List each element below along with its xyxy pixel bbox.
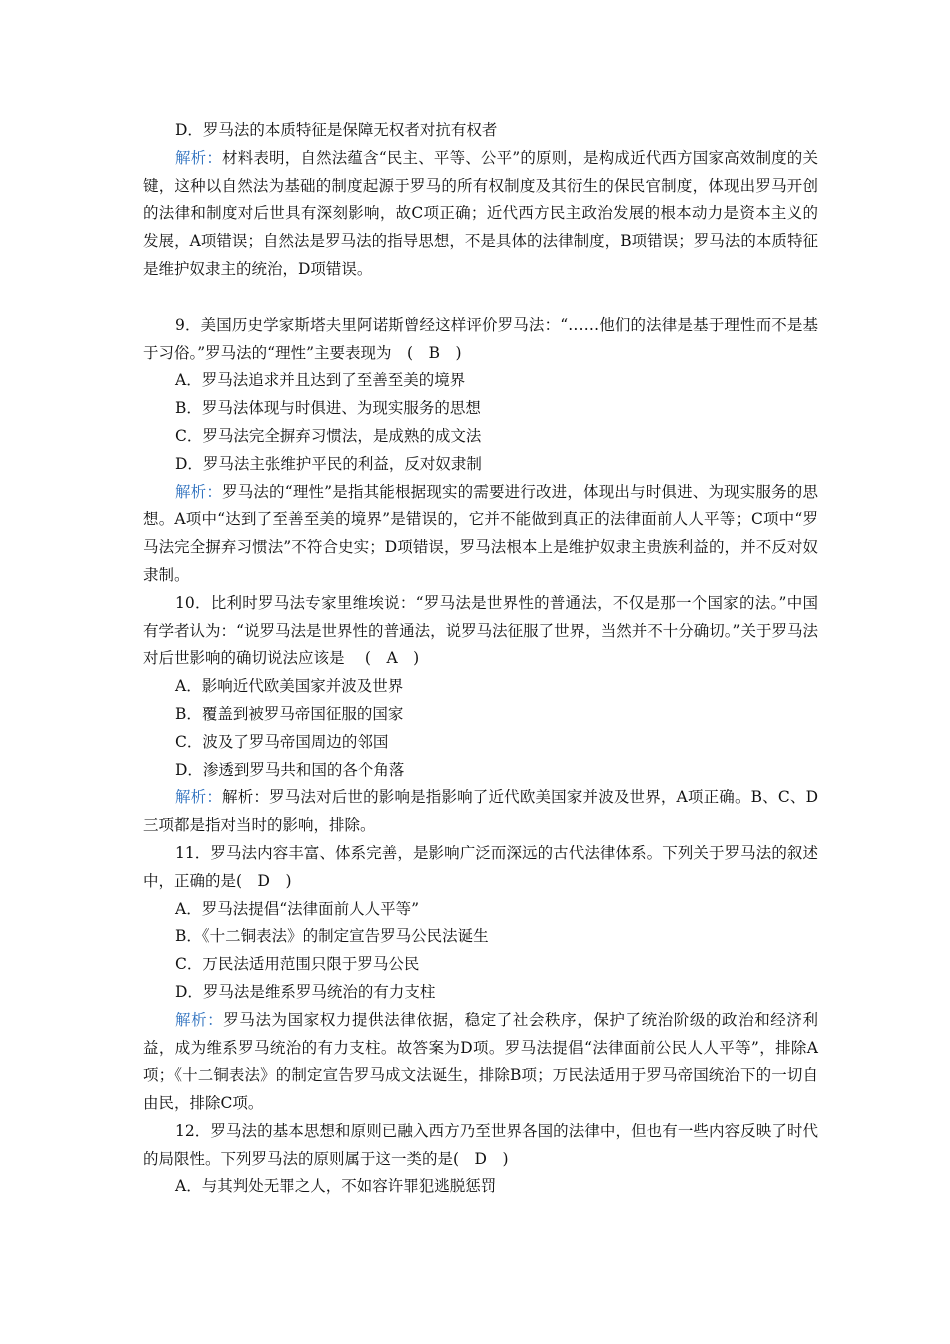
- analysis-label: 解析：: [175, 482, 223, 501]
- q8-analysis-text: 材料表明，自然法蕴含“民主、平等、公平”的原则，是构成近代西方国家高效制度的关键，这种以自然法为基础的制度起源于罗马的所有权制度及其衍生的保民官制度，体现出罗马开创的法律和制度对后世具有深刻影响，故C项正确；近代西方民主政治发展的根本动力是资本主义的发展，A项错误；自然法是罗马法的指导思想，不是具体的法律制度，B项错误；罗马法的本质特征是维护奴隶主的统治，D项错误。: [143, 148, 818, 278]
- q8-option-d: D．罗马法的本质特征是保障无权者对抗有权者: [175, 121, 498, 139]
- q10-option-b: B．覆盖到被罗马帝国征服的国家: [175, 704, 404, 723]
- q9-option-a: A．罗马法追求并且达到了至善至美的境界: [175, 371, 466, 390]
- q9-analysis: [143, 479, 818, 590]
- q10-analysis: [143, 784, 818, 840]
- q10-analysis-text: 解析：罗马法对后世的影响是指影响了近代欧美国家并波及世界，A项正确。B、C、D三项都是指对当时的影响，排除。: [143, 788, 818, 835]
- q11-analysis: [143, 1007, 818, 1118]
- q11-stem: 11．罗马法内容丰富、体系完善，是影响广泛而深远的古代法律体系。下列关于罗马法的叙述中，正确的是( D ): [143, 843, 818, 890]
- q11-analysis-text: 罗马法为国家权力提供法律依据，稳定了社会秩序，保护了统治阶级的政治和经济利益，成为维系罗马统治的有力支柱。故答案为D项。罗马法提倡“法律面前公民人人平等”，排除A项；《十二铜表法》的制定宣告罗马成文法诞生，排除B项；万民法适用于罗马帝国统治下的一切自由民，排除C项。: [143, 1010, 818, 1113]
- analysis-label: 解析：: [175, 1010, 224, 1029]
- q12-option-a: A．与其判处无罪之人，不如容许罪犯逃脱惩罚: [175, 1177, 497, 1196]
- q10-option-d: D．渗透到罗马共和国的各个角落: [175, 760, 405, 779]
- q11-option-a: A．罗马法提倡“法律面前人人平等”: [175, 899, 420, 918]
- document-body: [143, 117, 818, 1201]
- q11-option-b: B．《十二铜表法》的制定宣告罗马公民法诞生: [175, 927, 489, 946]
- q11-option-c: C．万民法适用范围只限于罗马公民: [175, 955, 420, 974]
- q9-analysis-text: 罗马法的“理性”是指其能根据现实的需要进行改进，体现出与时俱进、为现实服务的思想。A项中“达到了至善至美的境界”是错误的，它并不能做到真正的法律面前人人平等；C项中“罗马法完全摒弃习惯法”不符合史实；D项错误，罗马法根本上是维护奴隶主贵族利益的，并不反对奴隶制。: [143, 482, 818, 584]
- analysis-label: 解析：: [175, 788, 223, 807]
- q11-option-d: D．罗马法是维系罗马统治的有力支柱: [175, 982, 436, 1001]
- q9-stem: 9．美国历史学家斯塔夫里阿诺斯曾经这样评价罗马法：“……他们的法律是基于理性而不是基于习俗。”罗马法的“理性”主要表现为 ( B ): [143, 315, 818, 362]
- spacer: [143, 284, 818, 312]
- q10-stem: 10．比利时罗马法专家里维埃说：“罗马法是世界性的普通法，不仅是那一个国家的法。”中国有学者认为：“说罗马法是世界性的普通法，说罗马法征服了世界，当然并不十分确切。”关于罗马法对后世影响的确切说法应该是 ( A ): [143, 593, 818, 668]
- q9-option-b: B．罗马法体现与时俱进、为现实服务的思想: [175, 399, 481, 418]
- q10-option-a: A．影响近代欧美国家并波及世界: [175, 677, 404, 696]
- q9-option-c: C．罗马法完全摒弃习惯法，是成熟的成文法: [175, 426, 482, 445]
- q12-stem: 12．罗马法的基本思想和原则已融入西方乃至世界各国的法律中，但也有一些内容反映了时代的局限性。下列罗马法的原则属于这一类的是( D ): [143, 1121, 818, 1168]
- q8-analysis: [143, 145, 818, 284]
- analysis-label: 解析：: [175, 148, 223, 167]
- q9-option-d: D．罗马法主张维护平民的利益，反对奴隶制: [175, 454, 482, 473]
- q10-option-c: C．波及了罗马帝国周边的邻国: [175, 732, 389, 751]
